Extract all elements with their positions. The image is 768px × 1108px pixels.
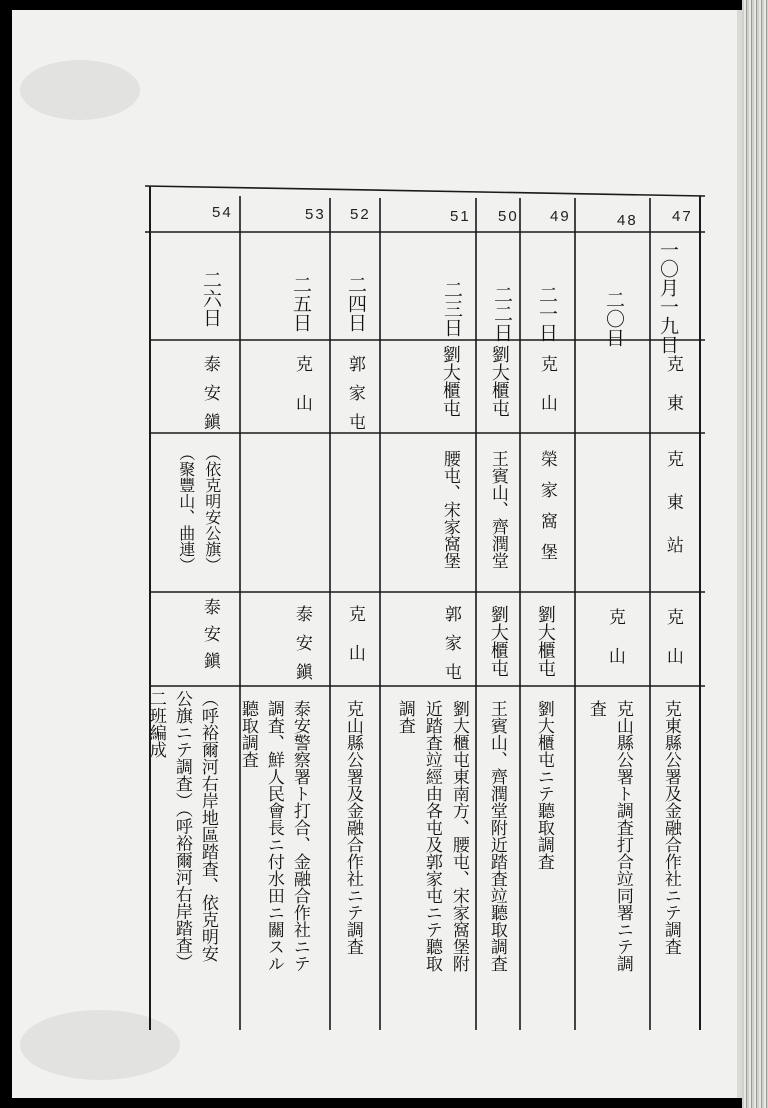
entry-via: 王賓山、齊潤堂: [487, 450, 508, 569]
entry-activity-cont: 公旗ニテ調査）（呼裕爾河右岸踏査）: [171, 690, 192, 971]
entry-via-cont: （聚豐山、曲連）: [176, 445, 196, 573]
page-stain: [20, 1010, 180, 1080]
entry-to: 劉大櫃屯: [487, 605, 509, 677]
entry-date: 一〇月一九日: [656, 240, 679, 354]
entry-to: 克山: [344, 605, 365, 683]
entry-activity: 克東縣公署及金融合作社ニテ調査: [660, 700, 681, 955]
entry-activity-cont: 聽取調査: [237, 700, 258, 768]
entry-to: 克山: [662, 608, 683, 686]
entry-from: 劉大櫃屯: [439, 345, 461, 417]
entry-activity-cont: 近踏査竝經由各屯及郭家屯ニテ聽取: [421, 700, 442, 972]
entry-to: 泰安鎭: [199, 598, 220, 679]
entry-date: 二二日: [490, 285, 513, 342]
entry-activity-cont: 査: [585, 700, 606, 717]
entry-number: 48: [617, 212, 638, 229]
entry-from: 泰安鎭: [199, 355, 220, 442]
entry-number: 49: [550, 208, 571, 225]
entry-activity: 劉大櫃屯ニテ聽取調査: [533, 700, 554, 870]
entry-from: 克山: [291, 355, 312, 433]
entry-activity: 克山縣公署ト調査打合竝同署ニテ調: [612, 700, 633, 972]
entry-number: 50: [498, 208, 519, 225]
entry-from: 克東: [662, 355, 683, 433]
entry-activity-cont: 調査、鮮人民會長ニ付水田ニ關スル: [263, 700, 284, 972]
entry-date: 二一日: [535, 285, 558, 342]
entry-from: 劉大櫃屯: [488, 345, 510, 417]
entry-activity-cont: 調査: [394, 700, 415, 734]
entry-date: 二四日: [344, 275, 367, 332]
page-stain: [20, 60, 140, 120]
entry-via: 榮家窩堡: [536, 450, 557, 574]
entry-to: 泰安鎭: [291, 605, 312, 692]
entry-to: 劉大櫃屯: [534, 605, 556, 677]
entry-to: 郭家屯: [440, 605, 461, 692]
entry-activity-cont: 二班編成: [145, 690, 166, 758]
entry-to: 克山: [604, 608, 625, 686]
entry-via: 克東站: [662, 450, 683, 579]
entry-number: 52: [350, 206, 371, 223]
entry-date: 二五日: [289, 275, 312, 332]
entry-date: 二〇日: [602, 290, 625, 347]
entry-number: 47: [672, 208, 693, 225]
entry-number: 51: [450, 208, 471, 225]
entry-activity: 王賓山、齊潤堂附近踏査竝聽取調査: [486, 700, 507, 972]
entry-date: 二三日: [440, 280, 463, 337]
entry-from: 克山: [536, 355, 557, 433]
entry-activity: （呼裕爾河右岸地區踏査、依克明安: [197, 690, 218, 962]
entry-date: 二六日: [199, 270, 222, 327]
entry-activity: 克山縣公署及金融合作社ニテ調査: [342, 700, 363, 955]
entry-activity: 泰安警察署ト打合、金融合作社ニテ: [289, 700, 310, 972]
entry-via: （依克明安公旗）: [202, 445, 222, 573]
entry-from: 郭家屯: [344, 355, 365, 442]
entry-activity: 劉大櫃屯東南方、腰屯、宋家窩堡附: [448, 700, 469, 972]
entry-via: 腰屯、宋家窩堡: [439, 450, 460, 569]
entry-number: 53: [305, 206, 326, 223]
entry-number: 54: [212, 204, 233, 221]
